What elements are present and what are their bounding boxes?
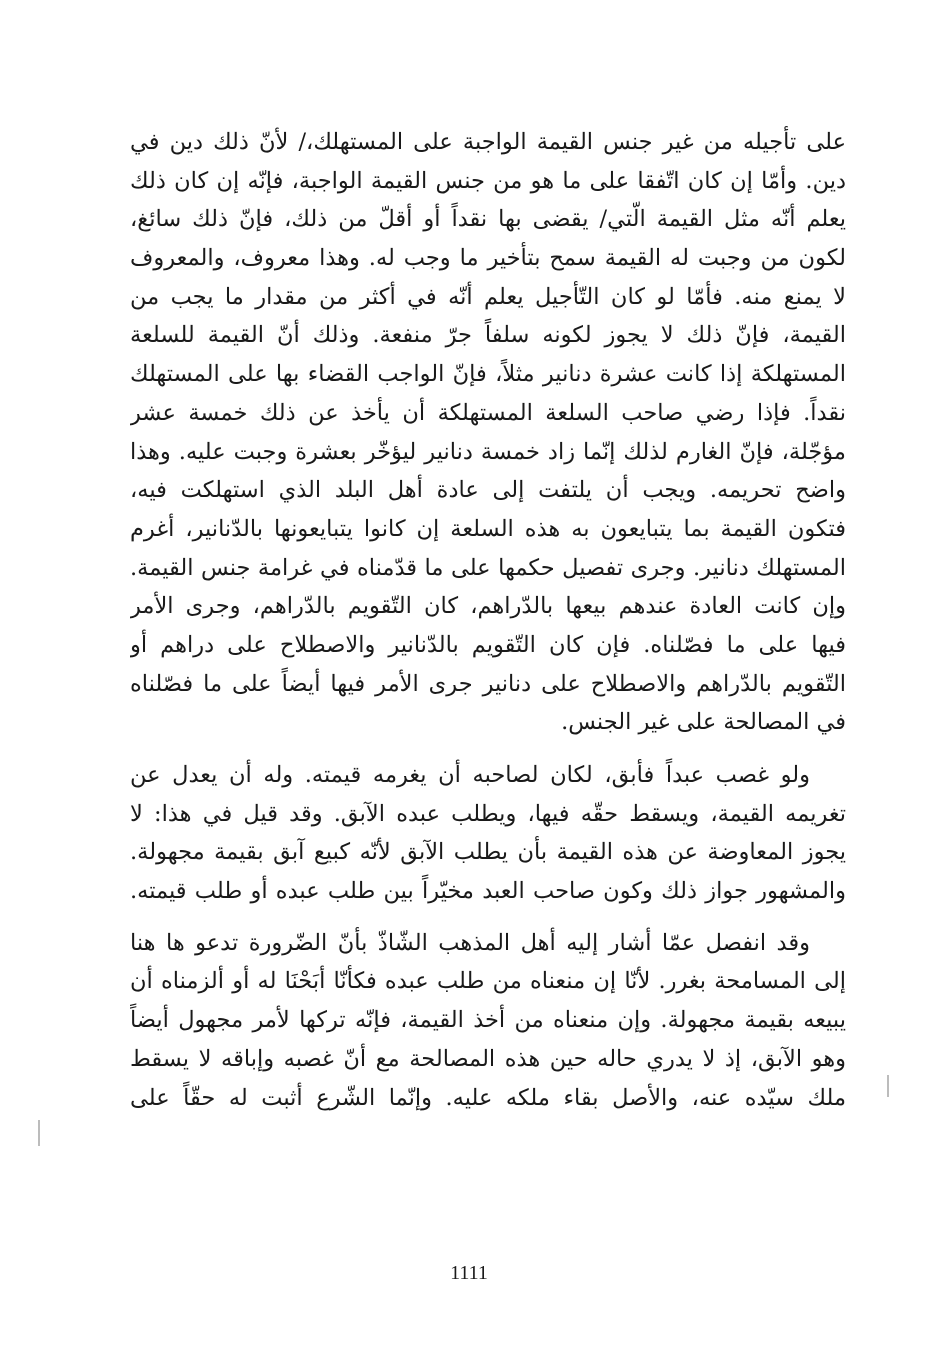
text-line: نقداً. فإذا رضي صاحب السلعة المستهلكة أن يأخذ عن ذلك خمسة عشر xyxy=(130,399,846,426)
paragraph xyxy=(130,924,846,1117)
text-line: ملك سيّده عنه، والأصل بقاء ملكه عليه. وإنّما الشّرع أثبت له حقّاً على xyxy=(130,1084,846,1111)
text-line: إلى المسامحة بغرر. لأنّا إن منعناه من طلب عبده فكأنّا أبَحْنَا له أو ألزمناه أن xyxy=(130,968,846,995)
text-line: يجوز المعاوضة عن هذه القيمة بأن يطلب الآبق لأنّه كبيع آبق بقيمة مجهولة. xyxy=(130,839,846,866)
text-line: مؤجّلة، فإنّ الغارم لذلك إنّما زاد خمسة دنانير ليؤخّر بعشرة وجبت عليه. وهذا xyxy=(130,438,846,465)
text-line: يعلم أنّه مثل القيمة الّتي/ يقضى بها نقداً أو أقلّ من ذلك، فإنّ ذلك سائغ، xyxy=(130,206,846,233)
text-line: على تأجيله من غير جنس القيمة الواجبة على المستهلك،/ لأنّ ذلك دين في xyxy=(130,129,846,155)
paragraph-gap xyxy=(130,742,846,756)
text-line: وإن كانت العادة عندهم بيعها بالدّراهم، كان التّقويم بالدّراهم، وجرى الأمر xyxy=(130,593,846,620)
text-line: التّقويم بالدّراهم والاصطلاح على دنانير جرى الأمر فيها أيضاً على ما فصّلناه xyxy=(130,670,846,697)
text-line: دين. وأمّا إن كان اتّفقا على ما هو من جنس القيمة الواجبة، فإنّه إن كان ذلك xyxy=(130,167,846,194)
text-line: واضح تحريمه. ويجب أن يلتفت إلى عادة أهل البلد الذي استهلكت فيه، xyxy=(130,477,846,504)
paragraph xyxy=(130,756,846,911)
text-line: لكون من وجبت له القيمة سمح بتأخير ما وجب له. وهذا معروف، والمعروف xyxy=(130,245,846,272)
text-line: والمشهور جواز ذلك وكون صاحب العبد مخيّراً بين طلب عبده أو طلب قيمته. xyxy=(130,878,846,905)
paragraph-gap xyxy=(130,911,846,924)
text-line: يبيعه بقيمة مجهولة. وإن منعناه من أخذ القيمة، فإنّه تركها لأمر مجهول أيضاً xyxy=(130,1007,846,1034)
text-line: فتكون القيمة بما يتبايعون به هذه السلعة إن كانوا يتبايعونها بالدّنانير، أغرم xyxy=(130,515,846,542)
body-text xyxy=(130,123,846,1117)
text-line: وقد انفصل عمّا أشار إليه أهل المذهب الشّاذّ بأنّ الضّرورة تدعو ها هنا xyxy=(130,929,810,956)
text-line: فيها على ما فصّلناه. فإن كان التّقويم بالدّنانير والاصطلاح على دراهم أو xyxy=(130,631,846,658)
text-line: لا يمنع منه. فأمّا لو كان التّأجيل يعلم أنّه في أكثر من مقدار ما يجب من xyxy=(130,283,846,310)
text-line: المستهلك دنانير. وجرى تفصيل حكمها على ما قدّمناه في غرامة جنس القيمة. xyxy=(130,554,846,581)
scan-edge-mark xyxy=(38,1120,40,1146)
text-line: القيمة، فإنّ ذلك لا يجوز لكونه سلفاً جرّ منفعة. وذلك أنّ القيمة للسلعة xyxy=(130,322,846,349)
page-number: 1111 xyxy=(450,1262,488,1284)
text-line: وهو الآبق، إذ لا يدري حاله حين هذه المصالحة مع أنّ غصبه وإباقه لا يسقط xyxy=(130,1045,846,1072)
text-line: ولو غصب عبداً فأبق، لكان لصاحبه أن يغرمه قيمته. وله أن يعدل عن xyxy=(130,762,810,788)
text-line: في المصالحة على غير الجنس. xyxy=(561,709,846,736)
text-line: تغريمه القيمة، ويسقط حقّه فيها، ويطلب عبده الآبق. وقد قيل في هذا: لا xyxy=(130,800,846,827)
paragraph xyxy=(130,123,846,742)
scan-edge-mark xyxy=(887,1075,889,1097)
text-line: المستهلكة إذا كانت عشرة دنانير مثلاً، فإنّ الواجب القضاء بها على المستهلك xyxy=(130,361,846,388)
